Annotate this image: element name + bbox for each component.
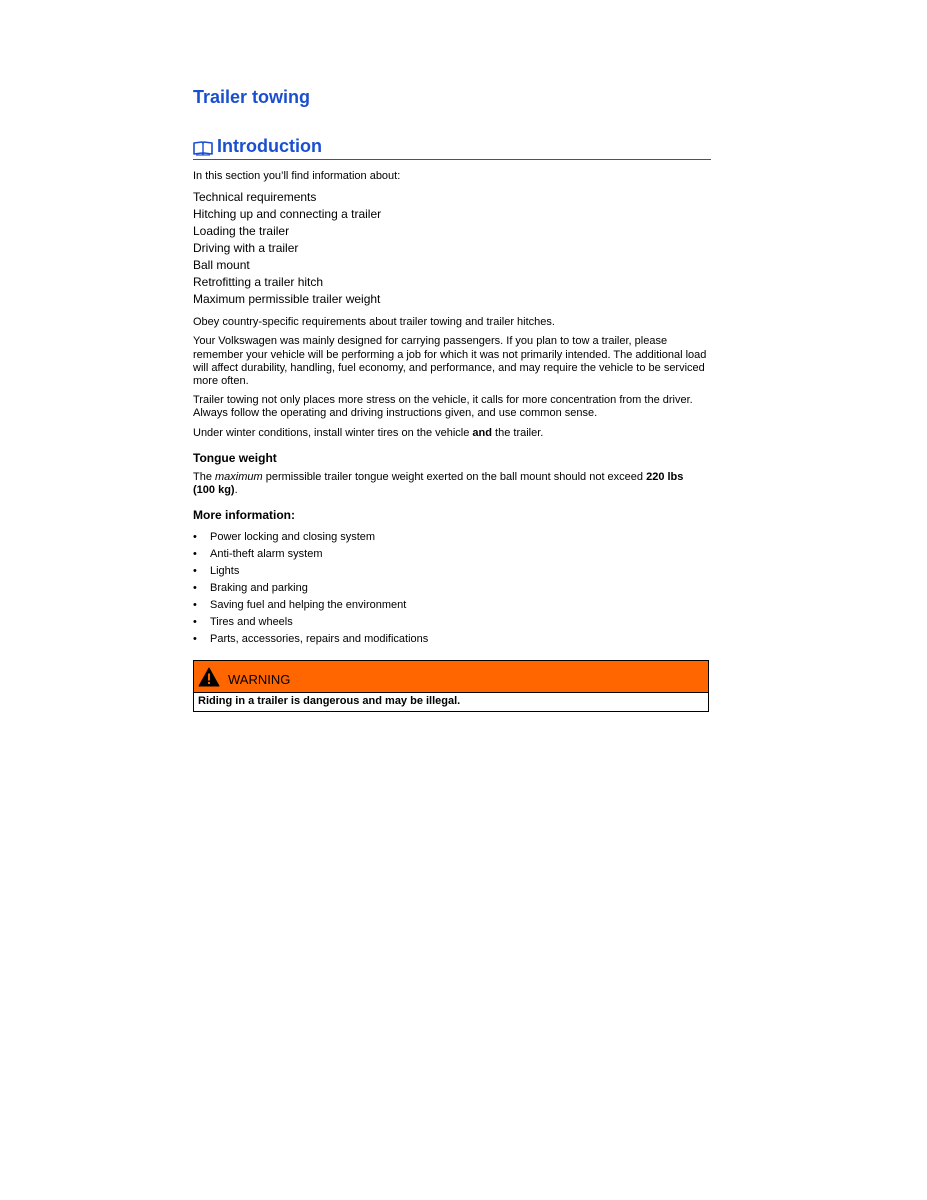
more-info-item[interactable]: [193, 580, 708, 597]
topic-item[interactable]: Hitching up and connecting a trailer: [193, 207, 382, 222]
bullet-icon: •: [193, 530, 197, 543]
bullet-icon: •: [193, 564, 197, 577]
winter-note-text: the trailer.: [491, 426, 544, 439]
more-info-link[interactable]: Braking and parking: [210, 581, 308, 594]
tongue-weight-part: The: [193, 471, 216, 484]
paragraph: Your Volkswagen was mainly designed for carrying passengers. If you plan to tow a trailer, please remember your vehicle will be performing a job for which it was not primarily intended. The additional load will affect durability, handling, fuel economy, and performance, and may require the vehicle to be serviced more often.: [193, 335, 707, 388]
chapter-title: Trailer towing: [193, 87, 311, 107]
winter-note: [193, 427, 708, 440]
warning-triangle-icon: [198, 667, 220, 687]
paragraph: Trailer towing not only places more stress on the vehicle, it calls for more concentration from the driver. Always follow the operating and driving instructions given, and use common sense.: [193, 394, 693, 420]
more-info-link[interactable]: Tires and wheels: [210, 615, 293, 628]
warning-label: WARNING: [228, 672, 291, 687]
topic-item[interactable]: Maximum permissible trailer weight: [193, 292, 381, 307]
winter-note-emphasis: and: [472, 426, 492, 439]
more-info-link[interactable]: Anti-theft alarm system: [210, 547, 323, 560]
tongue-weight-part: .: [234, 484, 238, 497]
tongue-weight-value: 220 lbs (100 kg): [193, 471, 684, 497]
tongue-weight-text: [193, 471, 708, 497]
more-info-item[interactable]: [193, 563, 708, 580]
topic-item[interactable]: Retrofitting a trailer hitch: [193, 275, 324, 290]
topic-item[interactable]: Ball mount: [193, 258, 250, 273]
tongue-weight-part: permissible trailer tongue weight exerted on the ball mount should not exceed: [262, 471, 647, 484]
bullet-icon: •: [193, 547, 197, 560]
winter-note-text: Under winter conditions, install winter tires on the vehicle: [193, 426, 473, 439]
more-info-item[interactable]: [193, 614, 708, 631]
section-heading: [193, 135, 711, 160]
section-body: [193, 170, 708, 648]
warning-text: Riding in a trailer is dangerous and may be illegal.: [198, 695, 461, 707]
topic-item[interactable]: Driving with a trailer: [193, 241, 299, 256]
more-info-link[interactable]: Lights: [210, 564, 240, 577]
topic-item[interactable]: Loading the trailer: [193, 224, 290, 239]
topic-item[interactable]: Technical requirements: [193, 190, 317, 205]
more-info-item[interactable]: [193, 546, 708, 563]
more-info-item[interactable]: [193, 631, 708, 648]
warning-header: [194, 661, 708, 693]
bullet-icon: •: [193, 615, 197, 628]
warning-box: [193, 660, 709, 712]
book-icon: [193, 140, 213, 156]
tongue-weight-heading: Tongue weight: [193, 450, 277, 465]
bullet-icon: •: [193, 581, 197, 594]
more-info-list: [193, 529, 708, 648]
intro-line: In this section you’ll find information about:: [193, 170, 401, 182]
more-info-link[interactable]: Saving fuel and helping the environment: [210, 598, 407, 611]
more-info-link[interactable]: Parts, accessories, repairs and modifications: [210, 632, 429, 645]
bullet-icon: •: [193, 632, 197, 645]
more-info-link[interactable]: Power locking and closing system: [210, 530, 376, 543]
more-info-heading: More information:: [193, 508, 295, 523]
tongue-weight-italic: maximum: [215, 471, 263, 484]
section-title: Introduction: [217, 136, 322, 156]
more-info-item[interactable]: [193, 597, 708, 614]
paragraph: Obey country-specific requirements about trailer towing and trailer hitches.: [193, 316, 555, 329]
bullet-icon: •: [193, 598, 197, 611]
more-info-item[interactable]: [193, 529, 708, 546]
topic-list: [193, 189, 708, 308]
